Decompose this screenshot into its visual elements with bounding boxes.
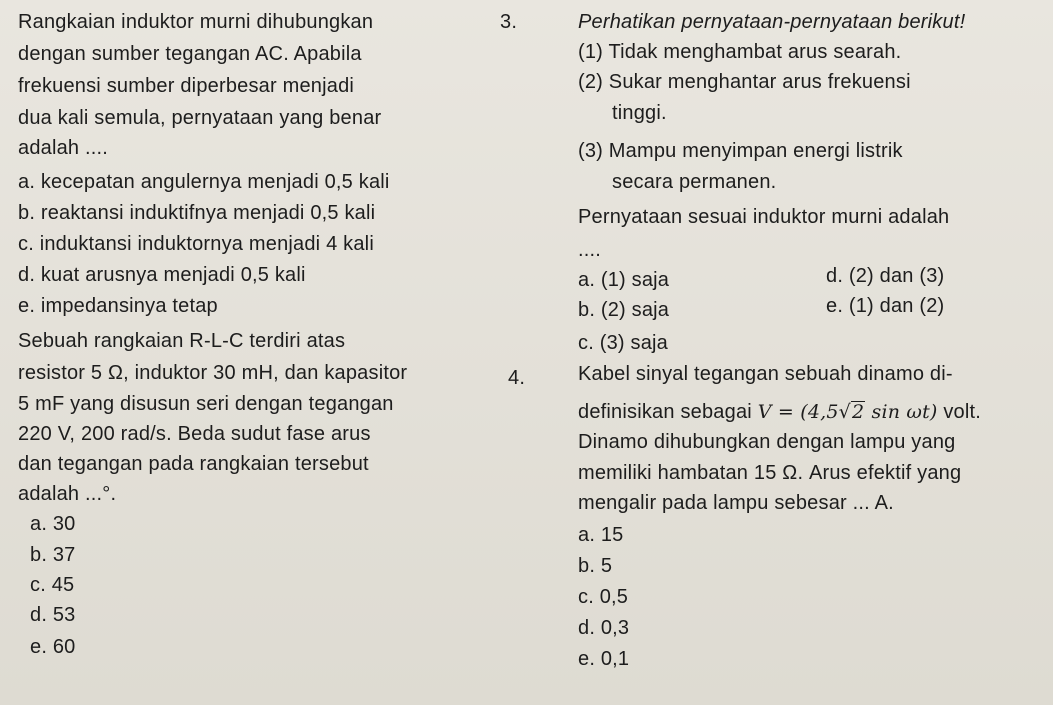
q2-text-line: 5 mF yang disusun seri dengan tegangan <box>18 393 394 415</box>
q3-prompt: Perhatikan pernyataan-pernyataan berikut! <box>578 11 966 33</box>
q2-option-c: c. 45 <box>30 574 75 596</box>
q3-statement-2: (2) Sukar menghantar arus frekuensi <box>578 71 911 93</box>
q3-option-c: c. (3) saja <box>578 332 669 354</box>
q4-option-d: d. 0,3 <box>578 617 630 639</box>
q3-option-d: d. (2) dan (3) <box>826 265 945 287</box>
q4-text-line: Kabel sinyal tegangan sebuah dinamo di- <box>578 363 953 385</box>
q2-text-line: adalah ...°. <box>18 483 117 505</box>
q4-definition-prefix: definisikan sebagai <box>578 401 752 423</box>
q3-option-e: e. (1) dan (2) <box>826 295 945 317</box>
q3-statement-3: (3) Mampu menyimpan energi listrik <box>578 140 903 162</box>
q4-option-b: b. 5 <box>578 555 613 577</box>
q1-text-line: frekuensi sumber diperbesar menjadi <box>18 75 355 97</box>
q1-option-c: c. induktansi induktornya menjadi 4 kali <box>18 233 374 255</box>
q2-option-d: d. 53 <box>30 604 76 626</box>
q4-number: 4. <box>508 367 526 389</box>
q4-formula-radicand: 2 <box>851 401 865 423</box>
q4-option-a: a. 15 <box>578 524 624 546</box>
q3-option-b: b. (2) saja <box>578 299 670 321</box>
q1-option-b: b. reaktansi induktifnya menjadi 0,5 kali <box>18 202 376 224</box>
q1-text-line: dengan sumber tegangan AC. Apabila <box>18 43 362 65</box>
q2-text-line: dan tegangan pada rangkaian tersebut <box>18 453 369 475</box>
q4-formula-trail: sin ωt) <box>871 401 938 423</box>
q3-question-line: .... <box>578 239 602 261</box>
sqrt-symbol: √ <box>838 401 851 423</box>
q4-definition-line <box>578 400 981 424</box>
q1-option-d: d. kuat arusnya menjadi 0,5 kali <box>18 264 306 286</box>
q1-text-line: adalah .... <box>18 137 109 159</box>
q2-text-line: resistor 5 Ω, induktor 30 mH, dan kapasitor <box>18 362 408 384</box>
q3-question-line: Pernyataan sesuai induktor murni adalah <box>578 206 950 228</box>
q1-option-e: e. impedansinya tetap <box>18 295 218 317</box>
q2-option-b: b. 37 <box>30 544 76 566</box>
q1-text-line: Rangkaian induktor murni dihubungkan <box>18 11 374 33</box>
q4-text-line: mengalir pada lampu sebesar ... A. <box>578 492 894 514</box>
q1-text-line: dua kali semula, pernyataan yang benar <box>18 107 382 129</box>
q2-text-line: Sebuah rangkaian R-L-C terdiri atas <box>18 330 346 352</box>
q1-option-a: a. kecepatan angulernya menjadi 0,5 kali <box>18 171 390 193</box>
q4-option-e: e. 0,1 <box>578 648 630 670</box>
q3-number: 3. <box>500 11 518 33</box>
q2-option-e: e. 60 <box>30 636 76 658</box>
q4-formula <box>758 401 938 423</box>
q4-option-c: c. 0,5 <box>578 586 629 608</box>
q4-text-line: memiliki hambatan 15 Ω. Arus efektif yang <box>578 462 962 484</box>
q3-statement-3-cont: secara permanen. <box>612 171 777 193</box>
q4-text-line: Dinamo dihubungkan dengan lampu yang <box>578 431 956 453</box>
q3-option-a: a. (1) saja <box>578 269 670 291</box>
q4-definition-suffix: volt. <box>943 401 981 423</box>
q2-option-a: a. 30 <box>30 513 76 535</box>
q3-statement-1: (1) Tidak menghambat arus searah. <box>578 41 902 63</box>
q3-statement-2-cont: tinggi. <box>612 102 667 124</box>
q4-formula-lead: V = (4,5 <box>757 401 839 423</box>
q2-text-line: 220 V, 200 rad/s. Beda sudut fase arus <box>18 423 371 445</box>
